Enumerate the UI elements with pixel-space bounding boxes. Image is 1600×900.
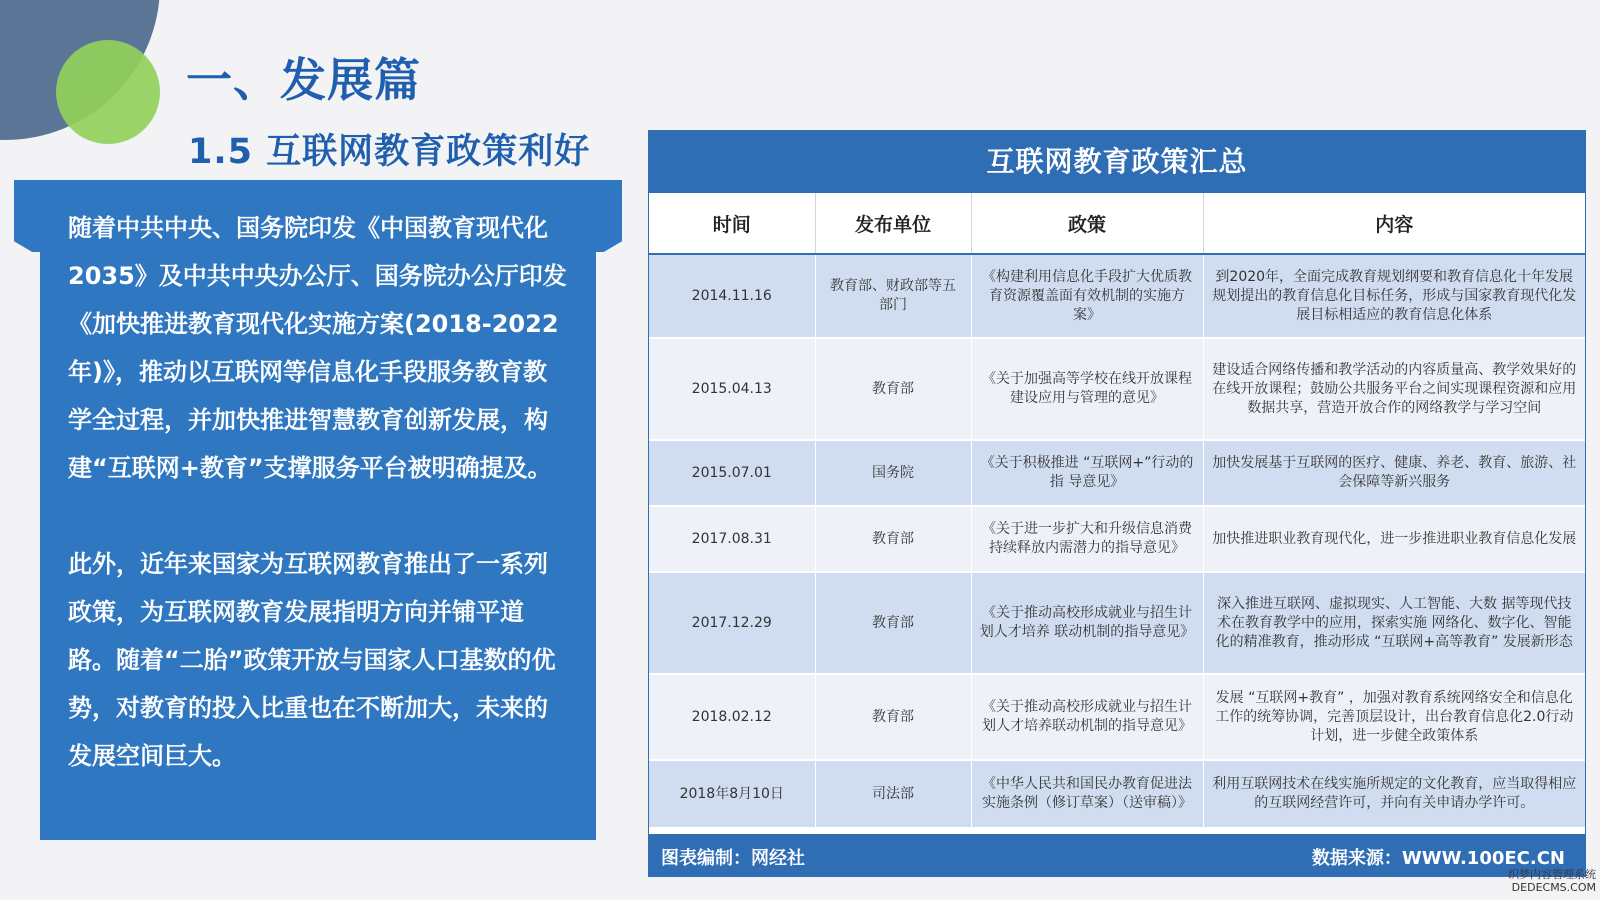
cell-date: 2018.02.12 bbox=[649, 674, 815, 760]
cell-content: 利用互联网技术在线实施所规定的文化教育，应当取得相应的互联网经营许可，并向有关申请办学许可。 bbox=[1203, 760, 1585, 828]
cell-content: 加快发展基于互联网的医疗、健康、养老、教育、旅游、社会保障等新兴服务 bbox=[1203, 440, 1585, 506]
table-row bbox=[649, 674, 1585, 760]
cell-date: 2015.04.13 bbox=[649, 338, 815, 440]
cell-publisher: 教育部 bbox=[815, 674, 971, 760]
table-row bbox=[649, 506, 1585, 572]
footer-source: 数据来源：WWW.100EC.CN bbox=[1311, 848, 1565, 869]
cell-policy: 《中华人民共和国民办教育促进法实施条例（修订草案）（送审稿）》 bbox=[971, 760, 1203, 828]
cell-policy: 《关于进一步扩大和升级信息消费持续释放内需潜力的指导意见》 bbox=[971, 506, 1203, 572]
watermark-line-2: DEDECMS.COM bbox=[1511, 881, 1596, 894]
cell-policy: 《构建利用信息化手段扩大优质教育资源覆盖面有效机制的实施方案》 bbox=[971, 254, 1203, 338]
cell-date: 2018年8月10日 bbox=[649, 760, 815, 828]
header-policy: 政策 bbox=[971, 193, 1203, 254]
cell-date: 2017.08.31 bbox=[649, 506, 815, 572]
cell-publisher: 教育部、财政部等五部门 bbox=[815, 254, 971, 338]
table-row bbox=[649, 440, 1585, 506]
cell-content: 深入推进互联网、虚拟现实、人工智能、大数 据等现代技术在教育教学中的应用，探索实施 网络化、数字化、智能化的精准教育，推动形成 “互联网+高等教育” 发展新形态 bbox=[1203, 572, 1585, 674]
cell-date: 2017.12.29 bbox=[649, 572, 815, 674]
cell-date: 2014.11.16 bbox=[649, 254, 815, 338]
cell-publisher: 教育部 bbox=[815, 338, 971, 440]
watermark-line-1: 织梦内容管理系统 bbox=[1508, 868, 1596, 881]
cell-policy: 《关于推动高校形成就业与招生计划人才培养联动机制的指导意见》 bbox=[971, 674, 1203, 760]
header-publisher: 发布单位 bbox=[815, 193, 971, 254]
header-content: 内容 bbox=[1203, 193, 1585, 254]
cell-policy: 《关于加强高等学校在线开放课程建设应用与管理的意见》 bbox=[971, 338, 1203, 440]
table-header-row bbox=[649, 193, 1585, 254]
page-title: 一、发展篇 bbox=[186, 53, 421, 107]
footer-credit: 图表编制：网经社 bbox=[661, 848, 805, 869]
cell-date: 2015.07.01 bbox=[649, 440, 815, 506]
cell-policy: 《关于推动高校形成就业与招生计划人才培养 联动机制的指导意见》 bbox=[971, 572, 1203, 674]
paragraph-policy-background: 随着中共中央、国务院印发《中国教育现代化2035》及中共中央办公厅、国务院办公厅印发《加快推进教育现代化实施方案(2018-2022年)》，推动以互联网等信息化手段服务教育教学全过程，并加快推进智慧教育创新发展，构建“互联网+教育”支撑服务平台被明确提及。 bbox=[68, 214, 567, 482]
cell-content: 加快推进职业教育现代化，进一步推进职业教育信息化发展 bbox=[1203, 506, 1585, 572]
cell-publisher: 教育部 bbox=[815, 506, 971, 572]
cell-publisher: 司法部 bbox=[815, 760, 971, 828]
text-panel-body bbox=[68, 204, 568, 828]
cell-policy: 《关于积极推进 “互联网+”行动的指 导意见》 bbox=[971, 440, 1203, 506]
cell-content: 发展 “互联网+教育” ，加强对教育系统网络安全和信息化工作的统筹协调，完善顶层设计，出台教育信息化2.0行动计划，进一步健全政策体系 bbox=[1203, 674, 1585, 760]
cell-publisher: 国务院 bbox=[815, 440, 971, 506]
policy-table bbox=[649, 193, 1585, 829]
table-row bbox=[649, 572, 1585, 674]
table-footer bbox=[649, 834, 1585, 876]
table-row bbox=[649, 254, 1585, 338]
text-panel bbox=[40, 200, 596, 840]
cell-content: 建设适合网络传播和教学活动的内容质量高、教学效果好的在线开放课程；鼓励公共服务平台之间实现课程资源和应用数据共享，营造开放合作的网络教学与学习空间 bbox=[1203, 338, 1585, 440]
corner-decoration-green-circle bbox=[56, 40, 160, 144]
header-date: 时间 bbox=[649, 193, 815, 254]
table-title: 互联网教育政策汇总 bbox=[649, 131, 1585, 193]
corner-watermark bbox=[1508, 868, 1596, 894]
cell-publisher: 教育部 bbox=[815, 572, 971, 674]
page-subtitle: 1.5 互联网教育政策利好 bbox=[188, 132, 591, 172]
table-row bbox=[649, 338, 1585, 440]
policy-summary-table-card bbox=[648, 130, 1586, 877]
cell-content: 到2020年，全面完成教育规划纲要和教育信息化十年发展规划提出的教育信息化目标任务，形成与国家教育现代化发展目标相适应的教育信息化体系 bbox=[1203, 254, 1585, 338]
paragraph-policy-outlook: 此外，近年来国家为互联网教育推出了一系列政策，为互联网教育发展指明方向并铺平道路。随着“二胎”政策开放与国家人口基数的优势，对教育的投入比重也在不断加大，未来的发展空间巨大。 bbox=[68, 550, 556, 770]
table-row bbox=[649, 760, 1585, 828]
